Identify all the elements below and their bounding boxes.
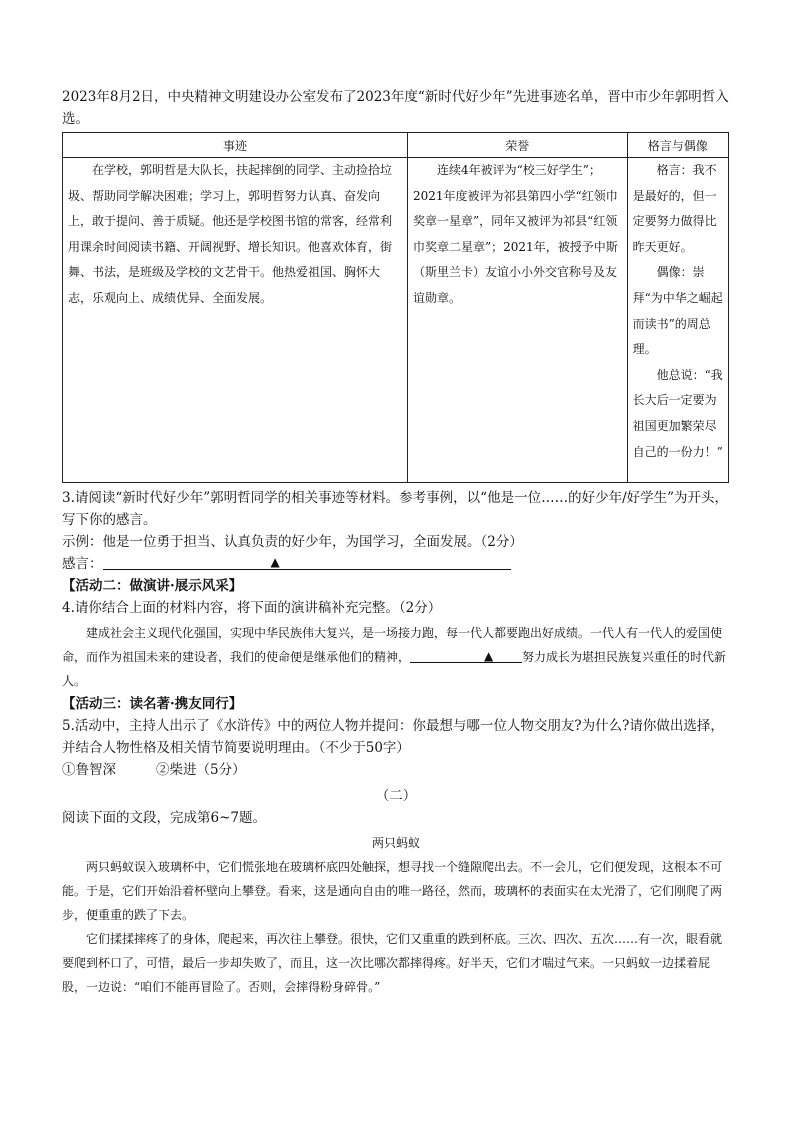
motto-text: 格言：我不是最好的，但一定要努力做得比昨天更好。 xyxy=(632,163,717,254)
saying-text: 他总说：“我长大后一定要为祖国更加繁荣尽自己的一份力！” xyxy=(632,367,723,459)
table-header-row xyxy=(63,133,729,158)
deeds-cell xyxy=(63,158,408,483)
honors-text: 连续4年被评为“校三好学生”；2021年度被评为祁县第四小学“红领巾奖章一星章”，同年又被评为祁县“红领巾奖章二星章”；2021年，被授予中斯（斯里兰卡）友谊小小外交官称号及友谊勋章。 xyxy=(413,163,618,305)
deeds-text: 在学校，郭明哲是大队长，扶起摔倒的同学、主动捡拾垃圾、帮助同学解决困难；学习上，郭明哲努力认真、奋发向上，敢于提问、善于质疑。他还是学校图书馆的常客，经常利用课余时间阅读书籍、开阔视野、增长知识。他喜欢体育，街舞、书法，是班级及学校的文艺骨干。他热爱祖国、胸怀大志，乐观向上、成绩优异、全面发展。 xyxy=(68,163,393,305)
story-title: 两只蚂蚁 xyxy=(371,836,420,850)
q5-prompt: 5.活动中，主持人出示了《水浒传》中的两位人物并提问：你最想与哪一位人物交朋友?为什么?请你做出选择，并结合人物性格及相关情节简要说明理由。（不少于50字） xyxy=(62,718,724,756)
story-paragraph-2: 它们揉揉摔疼了的身体，爬起来，再次往上攀登。很快，它们又重重的跌到杯底。三次、四次、五次……有一次，眼看就要爬到杯口了，可惜，最后一步却失败了，而且，这一次比哪次都摔得疼。好半天，它们才喘过气来。一只蚂蚁一边揉着屁股，一边说：“咱们不能再冒险了。否则，会摔得粉身碎骨。” xyxy=(62,932,723,994)
motto-cell xyxy=(627,158,728,483)
header-honors: 荣誉 xyxy=(408,133,628,158)
idol-text: 偶像：崇拜“为中华之崛起而读书”的周总理。 xyxy=(632,265,723,357)
q4-speech xyxy=(62,621,730,693)
q3-example: 示例：他是一位勇于担当、认真负责的好少年，为国学习，全面发展。（2分） xyxy=(62,534,523,550)
q5-option-luzhishen: ①鲁智深 xyxy=(62,762,116,778)
activity3-heading: 【活动三：读名著·携友同行】 xyxy=(62,696,243,712)
q5-option-chaijin: ②柴进（5分） xyxy=(156,762,246,778)
table-row xyxy=(63,158,729,483)
q4-speech-text-after: 努力成长为堪担民族复兴重任的时代新人。 xyxy=(62,650,727,688)
q4-speech-text-before: 建成社会主义现代化强国，实现中华民族伟大复兴，是一场接力跑，每一代人都要跑出好成绩。一代人有一代人的爱国使命，而作为祖国未来的建设者，我们的使命便是继承他们的精神， xyxy=(62,626,723,664)
q3-answer-blank[interactable] xyxy=(103,555,511,570)
q3-prompt: 3.请阅读“新时代好少年”郭明哲同学的相关事迹等材料。参考事例，以“他是一位……的好少年/好学生”为开头，写下你的感言。 xyxy=(62,490,729,528)
q4-prompt: 4.请你结合上面的材料内容，将下面的演讲稿补充完整。（2分） xyxy=(62,600,442,616)
activity2-heading: 【活动二：做演讲·展示风采】 xyxy=(62,578,243,594)
q3-answer-label: 感言： xyxy=(62,556,103,572)
header-deeds: 事迹 xyxy=(63,133,408,158)
honors-cell xyxy=(408,158,628,483)
intro-paragraph: 2023年8月2日，中央精神文明建设办公室发布了2023年度“新时代好少年”先进事迹名单，晋中市少年郭明哲入选。 xyxy=(62,89,729,127)
blank-triangle-marker: ▲ xyxy=(484,649,494,663)
q3-answer-line xyxy=(62,553,730,575)
section2-instruction: 阅读下面的文段，完成第6~7题。 xyxy=(62,810,266,826)
q5-options xyxy=(62,759,730,781)
story-paragraph-1: 两只蚂蚁误入玻璃杯中，它们慌张地在玻璃杯底四处触探，想寻找一个缝隙爬出去。不一会儿，它们便发现，这根本不可能。于是，它们开始沿着杯壁向上攀登。看来，这是通向自由的唯一路径，然而，玻璃杯的表面实在太光滑了，它们刚爬了两步，便重重的跌了下去。 xyxy=(62,860,723,922)
deeds-table xyxy=(62,132,729,483)
document-page xyxy=(62,86,730,999)
q4-answer-blank[interactable] xyxy=(410,648,522,663)
header-motto-idol: 格言与偶像 xyxy=(627,133,728,158)
blank-triangle-marker: ▲ xyxy=(270,555,280,569)
section2-heading: （二） xyxy=(375,788,417,804)
